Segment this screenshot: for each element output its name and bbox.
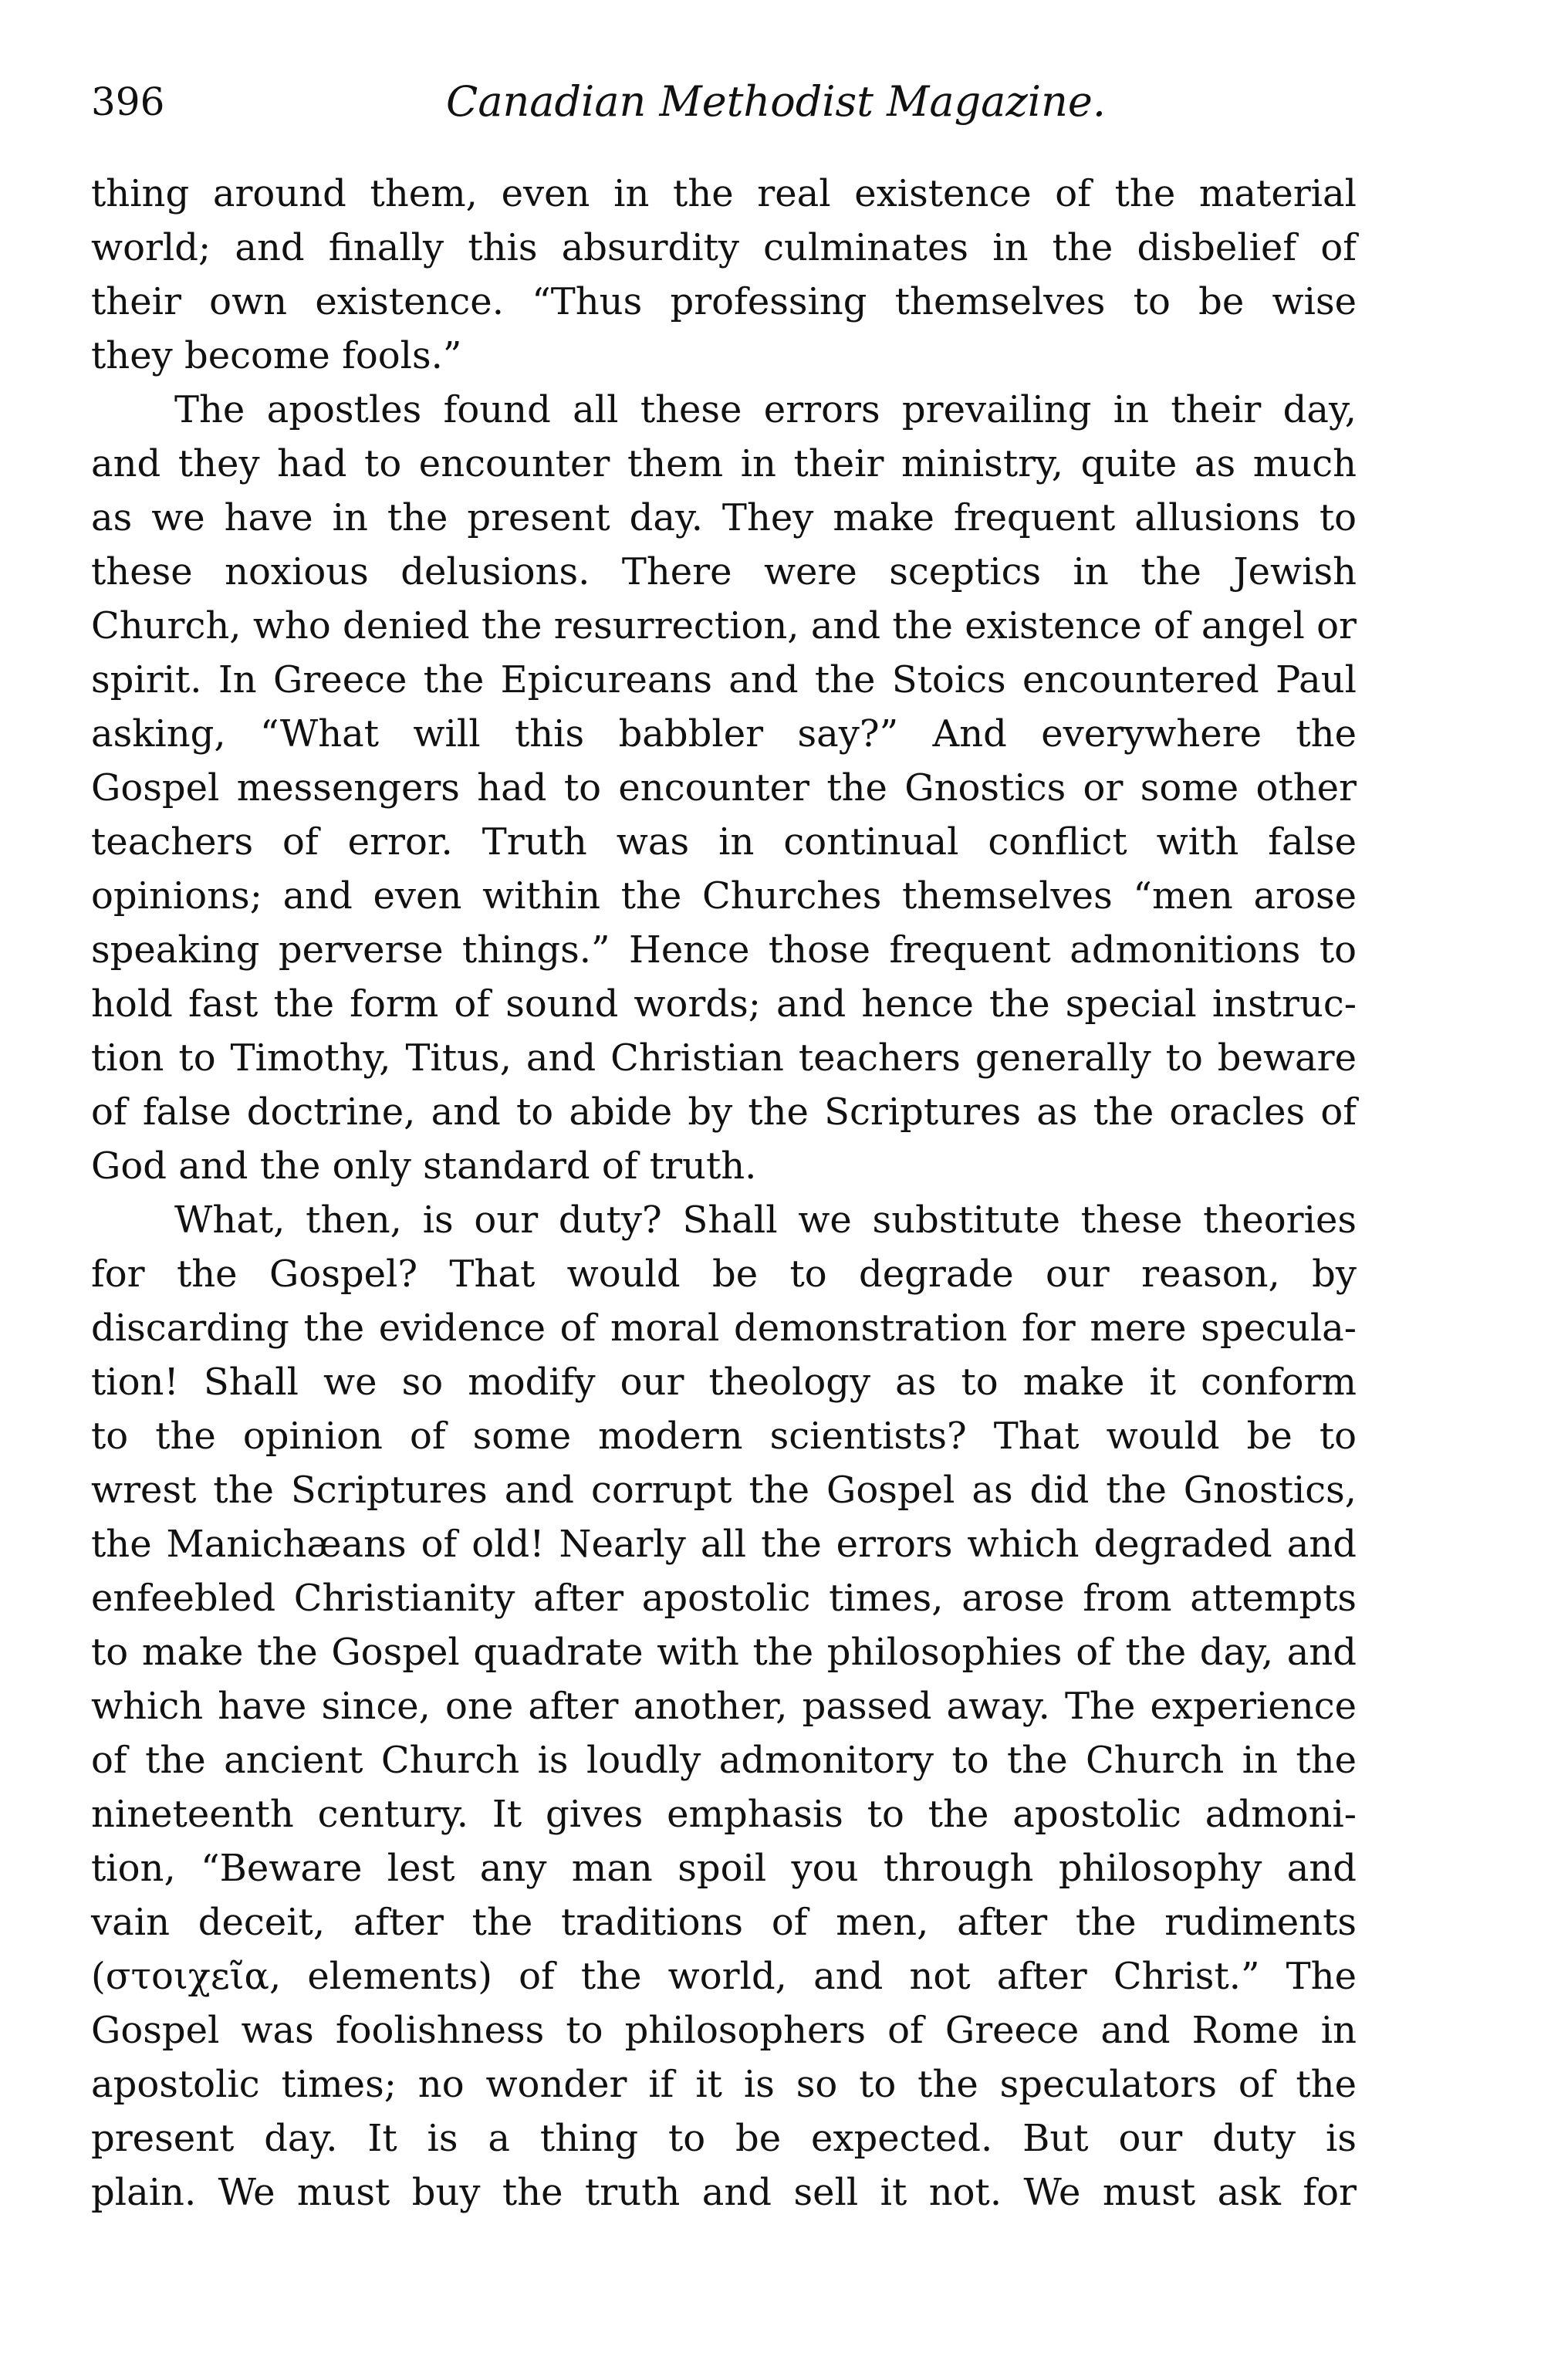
text-line: vain deceit, after the traditions of men, after the rudiments bbox=[91, 1901, 1357, 1944]
page-number: 396 bbox=[91, 79, 165, 124]
text-line: thing around them, even in the real existence of the material bbox=[91, 172, 1357, 215]
text-line: to the opinion of some modern scientists? That would be to bbox=[91, 1415, 1357, 1458]
text-line: Gospel messengers had to encounter the Gnostics or some other bbox=[91, 766, 1357, 810]
text-line: teachers of error. Truth was in continual conflict with false bbox=[91, 820, 1357, 864]
text-line: enfeebled Christianity after apostolic times, arose from attempts bbox=[91, 1577, 1357, 1620]
text-line: What, then, is our duty? Shall we substitute these theories bbox=[174, 1198, 1357, 1242]
text-line: Church, who denied the resurrection, and the existence of angel or bbox=[91, 604, 1357, 647]
text-line: for the Gospel? That would be to degrade our reason, by bbox=[91, 1253, 1357, 1296]
text-line: their own existence. “Thus professing themselves to be wise bbox=[91, 280, 1357, 323]
running-head bbox=[91, 71, 1357, 133]
text-line: plain. We must buy the truth and sell it not. We must ask for bbox=[91, 2171, 1357, 2214]
text-line: discarding the evidence of moral demonstration for mere specula- bbox=[91, 1307, 1357, 1350]
text-line: as we have in the present day. They make frequent allusions to bbox=[91, 496, 1357, 539]
text-line: (στοιχεῖα, elements) of the world, and not after Christ.” The bbox=[91, 1955, 1357, 1998]
text-line: tion, “Beware lest any man spoil you through philosophy and bbox=[91, 1847, 1357, 1890]
text-line: tion to Timothy, Titus, and Christian teachers generally to beware bbox=[91, 1036, 1357, 1080]
text-line: speaking perverse things.” Hence those frequent admonitions to bbox=[91, 928, 1357, 972]
journal-title: Canadian Methodist Magazine. bbox=[446, 77, 1106, 126]
text-line: spirit. In Greece the Epicureans and the Stoics encountered Paul bbox=[91, 658, 1357, 701]
text-line: hold fast the form of sound words; and hence the special instruc- bbox=[91, 982, 1357, 1026]
text-line: these noxious delusions. There were sceptics in the Jewish bbox=[91, 550, 1357, 593]
text-line: opinions; and even within the Churches themselves “men arose bbox=[91, 874, 1357, 918]
text-line: present day. It is a thing to be expected. But our duty is bbox=[91, 2117, 1357, 2160]
text-line: and they had to encounter them in their ministry, quite as much bbox=[91, 442, 1357, 485]
text-line: wrest the Scriptures and corrupt the Gospel as did the Gnostics, bbox=[91, 1469, 1357, 1512]
text-line: they become fools.” bbox=[91, 334, 462, 377]
text-line: asking, “What will this babbler say?” And everywhere the bbox=[91, 712, 1357, 756]
text-line: nineteenth century. It gives emphasis to the apostolic admoni- bbox=[91, 1793, 1357, 1836]
body-text bbox=[91, 167, 1357, 2219]
text-line: God and the only standard of truth. bbox=[91, 1144, 757, 1188]
text-line: to make the Gospel quadrate with the philosophies of the day, and bbox=[91, 1631, 1357, 1674]
text-line: of the ancient Church is loudly admonitory to the Church in the bbox=[91, 1739, 1357, 1782]
text-line: world; and finally this absurdity culminates in the disbelief of bbox=[91, 226, 1357, 269]
text-line: the Manichæans of old! Nearly all the errors which degraded and bbox=[91, 1523, 1357, 1566]
text-line: which have since, one after another, passed away. The experience bbox=[91, 1685, 1357, 1728]
text-line: tion! Shall we so modify our theology as to make it conform bbox=[91, 1361, 1357, 1404]
text-line: Gospel was foolishness to philosophers of Greece and Rome in bbox=[91, 2009, 1357, 2052]
text-line: of false doctrine, and to abide by the Scriptures as the oracles of bbox=[91, 1090, 1357, 1134]
text-line: apostolic times; no wonder if it is so to the speculators of the bbox=[91, 2063, 1357, 2106]
text-line: The apostles found all these errors prevailing in their day, bbox=[174, 388, 1357, 431]
